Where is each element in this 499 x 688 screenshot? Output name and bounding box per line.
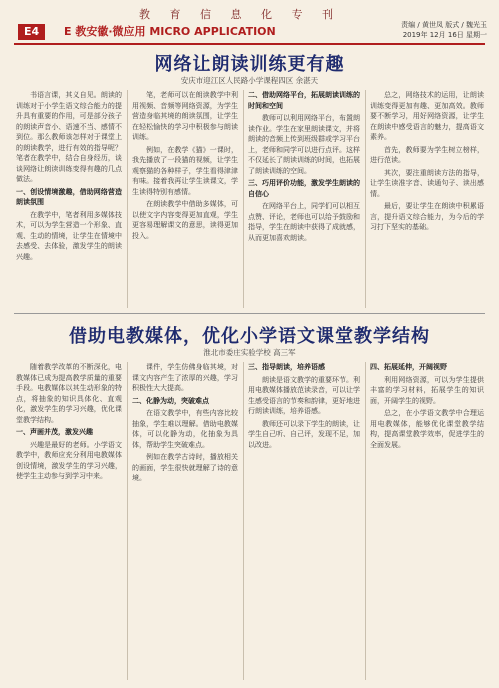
article1-title: 网络让朗读训练更有趣 (154, 54, 345, 75)
subheading: 一、创设情境激趣，借助网络营造朗读氛围 (16, 186, 122, 206)
column-rule (365, 362, 366, 680)
page-meta (367, 20, 487, 40)
subheading: 一、声画并茂，激发兴趣 (16, 427, 93, 436)
paragraph: 首先，教师要为学生树立榜样，进行范读。 (370, 145, 484, 164)
subheading: 二、化静为动，突破难点 (132, 395, 209, 405)
paragraph: 笔，老师可以在朗读教学中利用视频、音频等网络资源，为学生营造身临其境的朗读氛围，让学生在轻松愉快的学习中积极参与朗读训练。 (132, 91, 238, 141)
paragraph: 总之，在小学语文教学中合理运用电教媒体，能够优化课堂教学结构，提高课堂教学效率，促进学生的全面发展。 (370, 409, 484, 449)
header-rule (14, 43, 485, 45)
paragraph: 课件，学生仿佛身临其境，对课文内容产生了浓厚的兴趣，学习积极性大大提高。 (132, 363, 238, 392)
issue-date: 2019年 12月 16日 星期一 (402, 31, 487, 39)
header-decoration: 教 育 信 息 化 专 刊 (139, 8, 341, 21)
article1-column-4 (370, 90, 484, 308)
subheading: 三、指导朗读，培养语感 (248, 362, 325, 371)
article2-byline: 淮北市委庄实验学校 高三军 (203, 348, 296, 357)
paragraph: 例如，在教学《猫》一课时，我先播放了一段猫的视频，让学生观察猫的各种样子，学生看得津津有味。接着我再让学生读课文，学生读得特别有感情。 (132, 145, 238, 196)
article1-byline: 安庆市迎江区人民路小学课程四区 余湛天 (180, 76, 319, 85)
column-rule (243, 362, 244, 680)
paragraph: 随着教学改革的不断深化，电教媒体已成为提高教学质量的重要手段。电教媒体以其生动形象的特点，将抽象的知识具体化、直观化，激发学生的学习兴趣，优化课堂教学结构。 (16, 363, 122, 424)
section-number: E4 (18, 24, 45, 40)
paragraph: 在语文教学中，有些内容比较抽象，学生难以理解。借助电教媒体，可以化静为动，化抽象为具体，帮助学生突破难点。 (132, 409, 238, 449)
article-divider (14, 313, 485, 314)
subheading: 四、拓展延伸，开阔视野 (370, 362, 447, 371)
article1-column-1 (16, 90, 122, 308)
column-rule (243, 90, 244, 308)
article2-column-4 (370, 362, 484, 680)
column-rule (365, 90, 366, 308)
paragraph: 在教学中，笔者利用多媒体技术，可以为学生营造一个形象、直观、生动的情境，让学生在情境中去感受、去体验，激发学生的朗读兴趣。 (16, 210, 122, 261)
column-rule (127, 90, 128, 308)
section-title: E 教安徽·微应用 MICRO APPLICATION (64, 25, 276, 38)
article1-column-3 (248, 90, 360, 308)
article1-column-2 (132, 90, 238, 308)
editor-credit: 责编 / 黄世凤 版式 / 魏光玉 (401, 21, 487, 29)
paragraph: 其次，要注重朗读方法的指导，让学生读准字音、读通句子、读出感情。 (370, 168, 484, 198)
paragraph: 总之，网络技术的运用，让朗读训练变得更加有趣、更加高效。教师要不断学习，用好网络资源，让学生在朗读中感受语言的魅力，提高语文素养。 (370, 91, 484, 141)
article2-column-1 (16, 362, 122, 680)
paragraph: 朗读是语文教学的重要环节。利用电教媒体播放范读录音，可以让学生感受语言的节奏和韵律，更好地进行朗读训练，培养语感。 (248, 375, 360, 415)
paragraph: 教师可以利用网络平台，布置朗读作业。学生在家里朗读课文，并将朗读的音频上传到班级群或学习平台上，老师和同学可以进行点评。这样不仅延长了朗读训练的时间，也拓展了朗读训练的空间。 (248, 114, 360, 175)
paragraph: 在网络平台上，同学们可以相互点赞、评论，老师也可以给予鼓励和指导，学生在朗读中获得了成就感，从而更加喜欢朗读。 (248, 202, 360, 242)
article2-column-3 (248, 362, 360, 680)
article2-column-2 (132, 362, 238, 680)
paragraph: 在朗读教学中借助多媒体，可以使文字内容变得更加直观，学生更容易理解课文的意思，读得更加投入。 (132, 200, 238, 240)
paragraph: 最后，要让学生在朗读中积累语言，提升语文综合能力，为今后的学习打下坚实的基础。 (370, 202, 484, 231)
subheading: 三、巧用评价功能，激发学生朗读的自信心 (248, 178, 360, 198)
paragraph: 兴趣是最好的老师。小学语文教学中，教师应充分利用电教媒体创设情境，激发学生的学习兴趣，使学生主动参与到学习中来。 (16, 440, 122, 480)
paragraph: 书语言课，其义自见。朗读的训练对于小学生语文综合能力的提升具有重要的作用，可是部分孩子的朗读声音小、语速不当、感情不到位。那么教师该怎样对于课堂上的朗读教学，进行有效的指导呢？笔者在教学中，结合自身经历，谈谈网络让朗读训练变得有趣的几点做法。 (16, 91, 122, 183)
paragraph: 例如在教学古诗时，播放相关的画面，学生很快就理解了诗的意境。 (132, 453, 238, 482)
paragraph: 教师还可以录下学生的朗读，让学生自己听、自己评，发现不足，加以改进。 (248, 419, 360, 449)
subheading: 二、借助网络平台，拓展朗读训练的时间和空间 (248, 90, 360, 110)
paragraph: 利用网络资源，可以为学生提供丰富的学习材料，拓展学生的知识面，开阔学生的视野。 (370, 375, 484, 405)
column-rule (127, 362, 128, 680)
article2-title: 借助电教媒体，优化小学语文课堂教学结构 (69, 326, 430, 347)
